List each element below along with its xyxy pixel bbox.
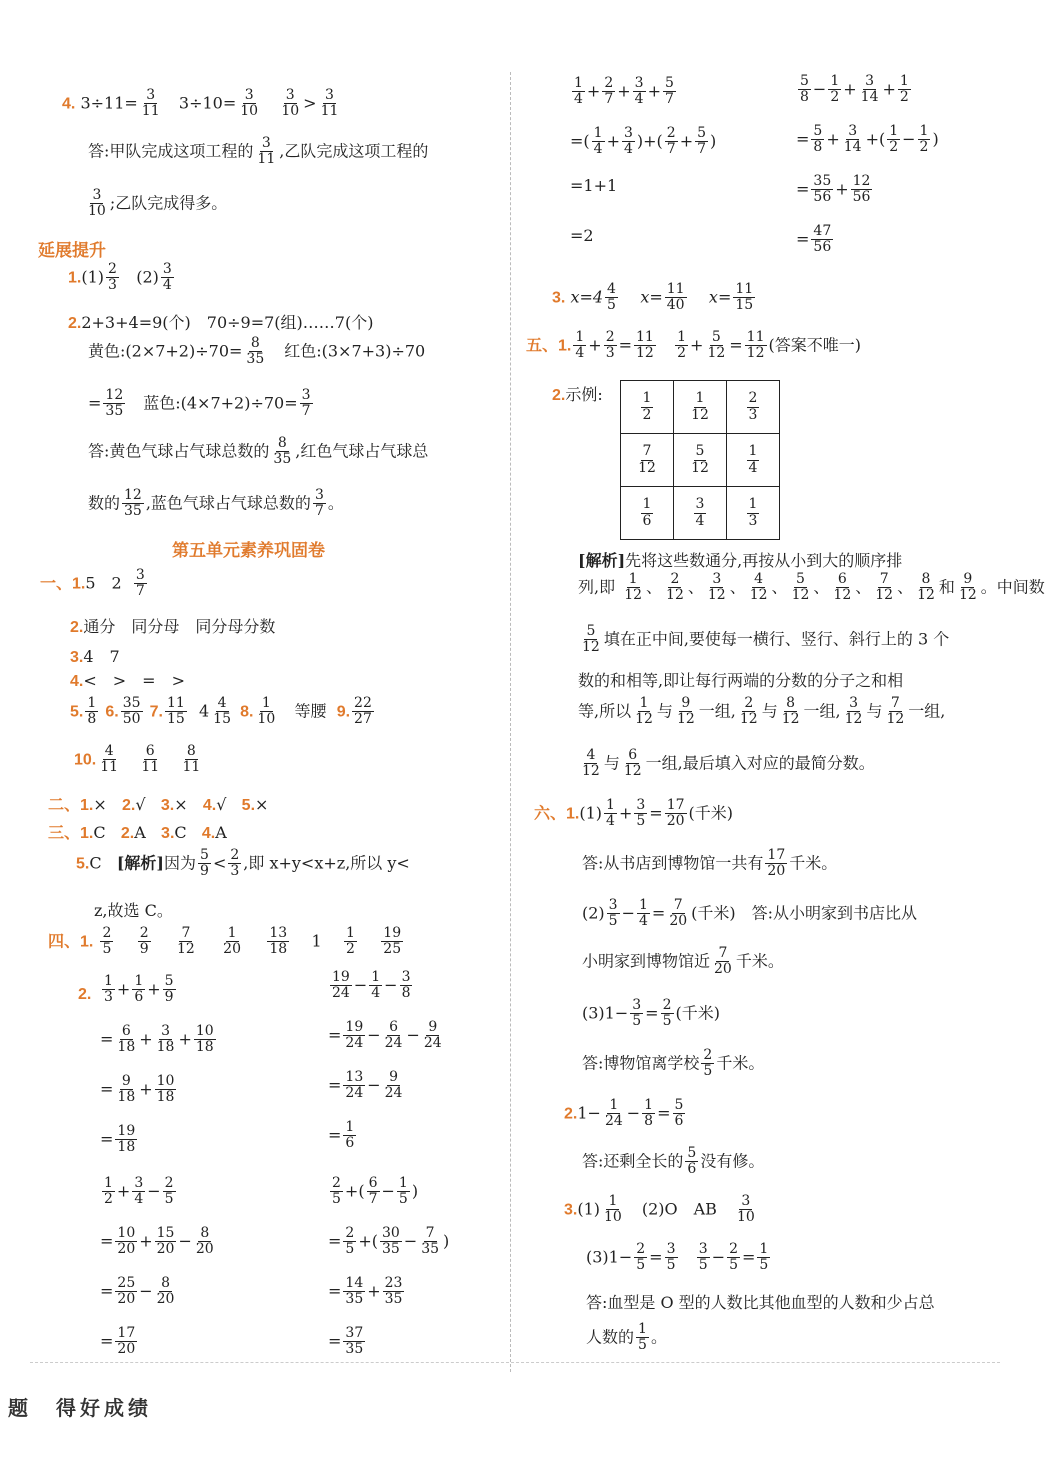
magic-cell	[621, 434, 674, 487]
fraction: $\frac{7}{35}$	[421, 1225, 440, 1258]
fraction: $\frac{8}{20}$	[156, 1275, 175, 1308]
fraction: $\frac{3}{11}$	[320, 87, 339, 120]
fraction: $\frac{2}{3}$	[748, 390, 758, 423]
s1-q1: 一、1.5 2 $\frac{3}{7}$	[40, 567, 145, 600]
bottom-rule	[30, 1362, 1000, 1363]
q-number: 4.	[62, 95, 76, 113]
fraction: $\frac{19}{18}$	[117, 1123, 136, 1156]
fraction: $\frac{8}{20}$	[195, 1225, 214, 1258]
fraction: $\frac{14}{35}$	[345, 1275, 364, 1308]
e2-answer-b: 数的 $\frac{12}{35}$ ,蓝色气球占气球总数的 $\frac{3}{7}$ 。	[88, 487, 344, 520]
r-s6-q1-answer: 答:从书店到博物馆一共有 $\frac{17}{20}$ 千米。	[582, 847, 838, 880]
s4-q2-number: 2.	[78, 986, 92, 1003]
fraction: $\frac{2}{7}$	[666, 125, 676, 158]
fraction: $\frac{10}{18}$	[195, 1023, 214, 1056]
magic-cell	[727, 487, 780, 540]
r-s5-q1: 五、1. $\frac{1}{4}$ + $\frac{2}{3}$ = $\frac{11}{12}$ $\frac{1}{2}$ + $\frac{5}{12}$ = $\frac{11}{12}$ (答案不唯一)	[526, 329, 861, 362]
calc-step: =( $\frac{1}{4}$ + $\frac{3}{4}$ )+( $\frac{2}{7}$ + $\frac{5}{7}$ )	[570, 125, 717, 158]
fraction: $\frac{1}{4}$	[593, 125, 603, 158]
fraction: $\frac{1}{4}$	[371, 969, 381, 1002]
fraction: $\frac{3}{18}$	[156, 1023, 175, 1056]
unit-title: 第五单元素养巩固卷	[172, 541, 325, 561]
fraction: $\frac{1}{6}$	[642, 496, 652, 529]
r-s6-q1-3: (3)1− $\frac{3}{5}$ = $\frac{2}{5}$ (千米)	[582, 997, 720, 1030]
calc-step: =2	[570, 226, 594, 245]
fraction: $\frac{1}{4}$	[748, 443, 758, 476]
r-s6-q3: 3.(1) $\frac{1}{10}$ (2)O AB $\frac{3}{10}$	[564, 1193, 755, 1226]
calc-step: = $\frac{10}{20}$ + $\frac{15}{20}$ − $\frac{8}{20}$	[100, 1225, 214, 1258]
r-s6-q2-answer: 答:还剩全长的 $\frac{5}{6}$ 没有修。	[582, 1145, 765, 1178]
analysis-3: $\frac{5}{12}$ 填在正中间,要使每一横行、竖行、斜行上的 3 个	[582, 623, 950, 656]
s2-line: 二、1.× 2.√ 3.× 4.√ 5.×	[48, 795, 269, 814]
magic-cell	[727, 434, 780, 487]
fraction: $\frac{9}{24}$	[384, 1069, 403, 1102]
fraction: $\frac{6}{18}$	[117, 1023, 136, 1056]
calc-step: = $\frac{1}{6}$	[328, 1119, 355, 1152]
s1-q4: 4.< > = >	[70, 671, 185, 690]
r-s6-q1-2: (2) $\frac{3}{5}$ − $\frac{1}{4}$ = $\frac{7}{20}$ (千米) 答:从小明家到书店比从	[582, 897, 918, 930]
fraction: $\frac{3}{14}$	[843, 123, 862, 156]
q4-answer-b: $\frac{3}{10}$ ;乙队完成得多。	[88, 187, 228, 220]
fraction: $\frac{2}{5}$	[332, 1175, 341, 1208]
fraction: $\frac{1}{3}$	[104, 973, 113, 1006]
fraction: $\frac{23}{35}$	[384, 1275, 403, 1308]
fraction: $\frac{3}{12}$	[707, 571, 726, 604]
fraction: $\frac{3}{8}$	[401, 969, 411, 1002]
calc-step: $\frac{1}{4}$ + $\frac{2}{7}$ + $\frac{3}{4}$ + $\frac{5}{7}$	[574, 75, 674, 108]
fraction: $\frac{7}{12}$	[875, 571, 894, 604]
r-s6-q1-2-answer: 小明家到博物馆近 $\frac{7}{20}$ 千米。	[582, 945, 784, 978]
footer-slogan: 题 得好成绩	[8, 1396, 152, 1420]
r-s6-q3-answer-b: 人数的 $\frac{1}{5}$ 。	[586, 1321, 667, 1354]
fraction: $\frac{1}{6}$	[134, 973, 144, 1006]
fraction: $\frac{1}{6}$	[345, 1119, 355, 1152]
analysis-5: 等,所以 $\frac{1}{12}$ 与 $\frac{9}{12}$ 一组, $\frac{2}{12}$ 与 $\frac{8}{12}$ 一组, $\frac{3}{12}$ 与 $\frac{7}{12}$ 一组,	[578, 695, 946, 728]
fraction: $\frac{1}{2}$	[830, 73, 840, 106]
fraction: $\frac{3}{4}$	[134, 1175, 144, 1208]
fraction: $\frac{5}{12}$	[791, 571, 810, 604]
fraction: $\frac{1}{3}$	[748, 496, 758, 529]
s3-q5-cont: z,故选 C。	[94, 901, 173, 920]
calc-step: =1+1	[570, 176, 618, 195]
fraction: $\frac{5}{8}$	[813, 123, 823, 156]
calc-step: $\frac{19}{24}$ − $\frac{1}{4}$ − $\frac{3}{8}$	[332, 969, 411, 1002]
fraction: $\frac{6}{12}$	[833, 571, 852, 604]
fraction: $\frac{19}{24}$	[332, 969, 350, 1002]
r-s6-q3-answer-a: 答:血型是 O 型的人数比其他血型的人数和少占总	[586, 1293, 935, 1312]
fraction: $\frac{5}{7}$	[664, 75, 674, 108]
s4-q1: 四、1. $\frac{2}{5}$ $\frac{2}{9}$ $\frac{7}{12}$ $\frac{1}{20}$ $\frac{13}{18}$ 1 $\frac{1}{2}$ $\frac{19}{25}$	[48, 925, 402, 958]
e2-answer-a: 答:黄色气球占气球总数的 $\frac{8}{35}$ ,红色气球占气球总	[88, 435, 429, 468]
calc-step: = $\frac{13}{24}$ − $\frac{9}{24}$	[328, 1069, 403, 1102]
calc-step: = $\frac{25}{20}$ − $\frac{8}{20}$	[100, 1275, 175, 1308]
section-title-extension: 延展提升	[38, 241, 106, 261]
calc-step: = $\frac{47}{56}$	[796, 223, 832, 256]
fraction: $\frac{10}{18}$	[156, 1073, 175, 1106]
calc-step: = $\frac{37}{35}$	[328, 1325, 364, 1358]
fraction: $\frac{1}{2}$	[642, 390, 652, 423]
fraction: $\frac{3}{4}$	[695, 496, 705, 529]
fraction: $\frac{1}{2}$	[899, 73, 909, 106]
magic-cell	[621, 381, 674, 434]
fraction: $\frac{3}{11}$	[141, 87, 160, 120]
q4-answer-a: 答:甲队完成这项工程的 $\frac{3}{11}$ ,乙队完成这项工程的	[88, 135, 429, 168]
s1-q2: 2.通分 同分母 同分母分数	[70, 617, 276, 636]
magic-cell	[621, 487, 674, 540]
calc-step: = $\frac{17}{20}$	[100, 1325, 136, 1358]
fraction: $\frac{1}{2}$	[889, 123, 899, 156]
fraction: $\frac{17}{20}$	[117, 1325, 136, 1358]
fraction: $\frac{5}{8}$	[800, 73, 809, 106]
fraction: $\frac{2}{5}$	[345, 1225, 355, 1258]
fraction: $\frac{8}{12}$	[917, 571, 935, 604]
s1-q10: 10. $\frac{4}{11}$ $\frac{6}{11}$ $\frac{8}{11}$	[74, 743, 201, 776]
calc-step: $\frac{1}{2}$ + $\frac{3}{4}$ − $\frac{2}{5}$	[104, 1175, 174, 1208]
magic-cell	[674, 487, 727, 540]
analysis-4: 数的和相等,即让每行两端的分数的分子之和相	[578, 671, 904, 690]
e1-line: 1.(1) $\frac{2}{3}$ (2) $\frac{3}{4}$	[68, 261, 172, 294]
fraction: $\frac{2}{12}$	[666, 571, 684, 604]
fraction: $\frac{1}{5}$	[398, 1175, 408, 1208]
calc-step: = $\frac{5}{8}$ + $\frac{3}{14}$ +( $\frac{1}{2}$ − $\frac{1}{2}$ )	[796, 123, 939, 156]
e2-line: 2.2+3+4=9(个) 70÷9=7(组)……7(个)	[68, 313, 374, 332]
s1-q3: 3.4 7	[70, 647, 120, 666]
q4-line: 4. 3÷11= $\frac{3}{11}$ 3÷10= $\frac{3}{10}$ $\frac{3}{10}$ > $\frac{3}{11}$	[62, 87, 339, 120]
fraction: $\frac{3}{10}$	[240, 87, 259, 120]
e2-line-b: 黄色:(2×7+2)÷70= $\frac{8}{35}$ 红色:(3×7+3)÷70	[88, 335, 426, 368]
calc-step: $\frac{2}{5}$ +( $\frac{6}{7}$ − $\frac{1}{5}$ )	[332, 1175, 419, 1208]
fraction: $\frac{7}{12}$	[638, 443, 656, 476]
fraction: $\frac{1}{2}$	[104, 1175, 113, 1208]
r-s6-q1-3-answer: 答:博物馆离学校 $\frac{2}{5}$ 千米。	[582, 1047, 765, 1080]
s3-line: 三、1.C 2.A 3.C 4.A	[48, 823, 227, 842]
fraction: $\frac{4}{12}$	[749, 571, 768, 604]
magic-square	[620, 380, 780, 540]
fraction: $\frac{10}{20}$	[117, 1225, 136, 1258]
r-s6-q1: 六、1.(1) $\frac{1}{4}$ + $\frac{3}{5}$ = $\frac{17}{20}$ (千米)	[534, 797, 734, 830]
r-q3: 3. x=4 $\frac{4}{5}$ x= $\frac{11}{40}$ x= $\frac{11}{15}$	[552, 281, 754, 314]
fraction: $\frac{3}{10}$	[281, 87, 300, 120]
calc-step: $\frac{1}{3}$ + $\frac{1}{6}$ + $\frac{5}{9}$	[104, 973, 174, 1006]
fraction: $\frac{3}{14}$	[860, 73, 879, 106]
fraction: $\frac{6}{7}$	[368, 1175, 378, 1208]
r-s6-q3-3: (3)1− $\frac{2}{5}$ = $\frac{3}{5}$ $\frac{3}{5}$ − $\frac{2}{5}$ = $\frac{1}{5}$	[586, 1241, 769, 1274]
fraction: $\frac{1}{2}$	[919, 123, 929, 156]
fraction: $\frac{6}{24}$	[384, 1019, 403, 1052]
fraction: $\frac{12}{56}$	[852, 173, 871, 206]
magic-cell	[727, 381, 780, 434]
calc-step: = $\frac{14}{35}$ + $\frac{23}{35}$	[328, 1275, 403, 1308]
calc-step: $\frac{5}{8}$ − $\frac{1}{2}$ + $\frac{3}{14}$ + $\frac{1}{2}$	[800, 73, 909, 106]
calc-step: = $\frac{6}{18}$ + $\frac{3}{18}$ + $\frac{10}{18}$	[100, 1023, 214, 1056]
column-divider	[510, 72, 511, 1372]
fraction: $\frac{25}{20}$	[117, 1275, 136, 1308]
calc-step: = $\frac{2}{5}$ +( $\frac{30}{35}$ − $\frac{7}{35}$ )	[328, 1225, 450, 1258]
fraction: $\frac{35}{56}$	[813, 173, 832, 206]
fraction: $\frac{30}{35}$	[381, 1225, 400, 1258]
fraction: $\frac{1}{4}$	[574, 75, 583, 108]
fraction: $\frac{9}{12}$	[958, 571, 977, 604]
calc-step: = $\frac{19}{18}$	[100, 1123, 136, 1156]
fraction: $\frac{15}{20}$	[156, 1225, 175, 1258]
magic-cell	[674, 434, 727, 487]
fraction: $\frac{19}{24}$	[345, 1019, 364, 1052]
analysis-1: [解析]先将这些数通分,再按从小到大的顺序排	[578, 551, 903, 570]
s3-q5: 5.C [解析]因为 $\frac{5}{9}$ < $\frac{2}{3}$ ,即 x+y<x+z,所以 y<	[76, 847, 410, 880]
fraction: $\frac{2}{7}$	[604, 75, 614, 108]
calc-step: = $\frac{35}{56}$ + $\frac{12}{56}$	[796, 173, 871, 206]
fraction: $\frac{37}{35}$	[345, 1325, 364, 1358]
analysis-2: 列,即 $\frac{1}{12}$ 、 $\frac{2}{12}$ 、 $\frac{3}{12}$ 、 $\frac{4}{12}$ 、 $\frac{5}{12}$ 、 $\frac{6}{12}$ 、 $\frac{7}{12}$ 、 $\frac{8}{12}$ 和 $\frac{9}{12}$ 。中间数	[578, 571, 1045, 604]
fraction: $\frac{5}{12}$	[691, 443, 709, 476]
analysis-6: $\frac{4}{12}$ 与 $\frac{6}{12}$ 一组,最后填入对应的最简分数。	[582, 747, 875, 780]
s1-q5-9: 5. $\frac{1}{8}$ 6. $\frac{35}{50}$ 7. $\frac{11}{15}$ 4 $\frac{4}{15}$ 8. $\frac{1}{10}$ 等腰 9. $\frac{22}{27}$	[70, 695, 372, 728]
fraction: $\frac{5}{7}$	[697, 125, 707, 158]
fraction: $\frac{3}{4}$	[634, 75, 644, 108]
r-s6-q2: 2.1− $\frac{1}{24}$ − $\frac{1}{8}$ = $\frac{5}{6}$	[564, 1097, 684, 1130]
e2-line-c: = $\frac{12}{35}$ 蓝色:(4×7+2)÷70= $\frac{3}{7}$	[88, 387, 311, 420]
magic-cell	[674, 381, 727, 434]
fraction: $\frac{1}{12}$	[691, 390, 709, 423]
fraction: $\frac{47}{56}$	[813, 223, 832, 256]
fraction: $\frac{2}{5}$	[164, 1175, 174, 1208]
calc-step: = $\frac{9}{18}$ + $\frac{10}{18}$	[100, 1073, 175, 1106]
r-s5-q2: 2.示例:	[552, 385, 603, 404]
fraction: $\frac{9}{24}$	[423, 1019, 442, 1052]
calc-step: = $\frac{19}{24}$ − $\frac{6}{24}$ − $\frac{9}{24}$	[328, 1019, 442, 1052]
fraction: $\frac{13}{24}$	[345, 1069, 364, 1102]
fraction: $\frac{3}{4}$	[623, 125, 633, 158]
fraction: $\frac{5}{9}$	[164, 973, 174, 1006]
fraction: $\frac{9}{18}$	[117, 1073, 136, 1106]
fraction: $\frac{1}{12}$	[624, 571, 643, 604]
